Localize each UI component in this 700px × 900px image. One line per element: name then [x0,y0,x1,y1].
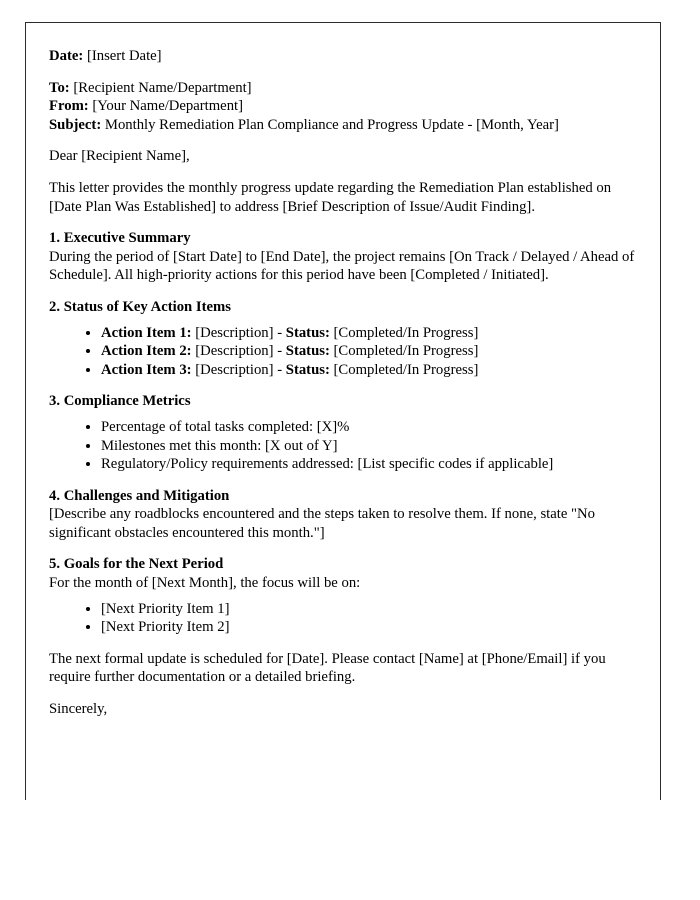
section-heading-challenges: 4. Challenges and Mitigation [49,487,230,504]
goals-list [49,600,636,637]
list-item: • [Next Priority Item 1] [101,600,636,619]
date-line [49,47,636,66]
action-item-status-value: [Completed/In Progress] [333,324,479,341]
action-item-status-value: [Completed/In Progress] [333,361,479,378]
action-item-description: [Description] - [195,343,283,360]
action-item-status-label: Status: [285,361,330,378]
closing-paragraph: The next formal update is scheduled for [Date]. Please contact [Name] at [Phone/Email] if you require further documentation or a detailed briefing. [49,650,606,686]
list-item: • Milestones met this month: [X out of Y] [101,437,636,456]
list-item [101,324,636,343]
action-item-label: Action Item 1: [101,324,192,341]
section-heading-compliance-metrics: 3. Compliance Metrics [49,393,191,410]
action-item-status-label: Status: [285,343,330,360]
action-item-label: Action Item 2: [101,343,192,360]
from-value: [Your Name/Department] [92,98,244,115]
letter-page [25,22,661,800]
subject-value: Monthly Remediation Plan Compliance and Progress Update - [Month, Year] [104,116,559,133]
action-item-description: [Description] - [195,361,283,378]
salutation: Dear [Recipient Name], [49,148,190,165]
action-item-label: Action Item 3: [101,361,192,378]
date-value: [Insert Date] [86,48,162,64]
section-body-goals: For the month of [Next Month], the focus will be on: [49,575,361,592]
intro-paragraph: This letter provides the monthly progress update regarding the Remediation Plan established on [Date Plan Was Established] to address [Brief Description of Issue/Audit Finding]. [49,179,612,215]
to-line [49,79,636,98]
section-heading-executive-summary: 1. Executive Summary [49,230,191,247]
section-body-challenges: [Describe any roadblocks encountered and the steps taken to resolve them. If none, state "No significant obstacles encountered this month."] [49,506,595,541]
section-heading-action-items: 2. Status of Key Action Items [49,298,231,315]
action-item-status-value: [Completed/In Progress] [333,343,479,360]
signoff: Sincerely, [49,701,108,718]
to-label: To: [49,79,70,96]
list-item [101,361,636,380]
action-item-description: [Description] - [195,324,283,341]
from-label: From: [49,98,89,115]
section-body-executive-summary: During the period of [Start Date] to [End Date], the project remains [On Track / Delayed / Ahead of Schedule]. All high-priority actions for this period have been [Completed / Initiated]. [49,248,635,284]
list-item: • Percentage of total tasks completed: [X]% [101,418,636,437]
list-item [101,342,636,361]
from-line [49,97,636,116]
action-item-status-label: Status: [285,324,330,341]
date-label: Date: [49,48,84,64]
action-items-list [49,324,636,380]
list-item: • [Next Priority Item 2] [101,618,636,637]
subject-label: Subject: [49,116,102,133]
section-heading-goals: 5. Goals for the Next Period [49,556,224,573]
to-value: [Recipient Name/Department] [73,79,252,96]
compliance-metrics-list [49,418,636,474]
subject-line [49,116,636,135]
list-item: • Regulatory/Policy requirements addressed: [List specific codes if applicable] [101,455,636,474]
letter-content [26,23,660,719]
